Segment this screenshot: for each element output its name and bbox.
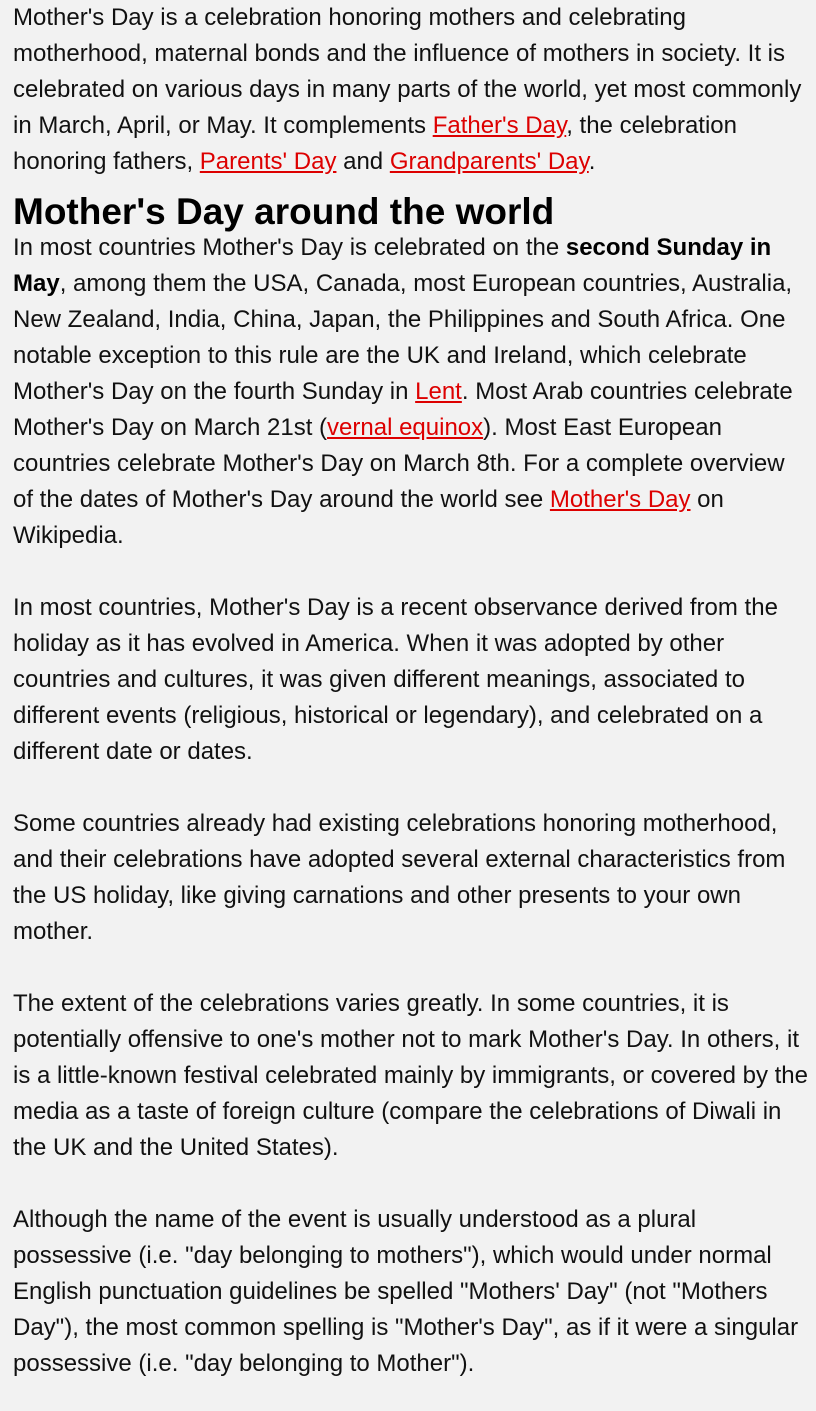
intro-text-3: and (336, 148, 390, 175)
grandparents-day-link[interactable]: Grandparents' Day (389, 148, 589, 175)
spelling-paragraph: Although the name of the event is usually understood as a plural possessive (i.e. "day belonging to mothers"), which would under normal English punctuation guidelines be spelled "Mothers' Day" (not "Mothers Day"), the most common spelling is "Mother's Day", as if it were a singular possessive (i.e. "day belonging to Mother"). (13, 1206, 799, 1377)
lent-link[interactable]: Lent (415, 378, 462, 405)
parents-day-link[interactable]: Parents' Day (199, 148, 337, 175)
dates-text-2: , among them the USA, Canada, most European countries, Australia, New Zealand, India, China, Japan, the Philippines and South Africa. One notable exception to this rule are the UK and Ireland, which celebrate Mother's Day on the fourth Sunday in (13, 270, 793, 405)
vernal-equinox-link[interactable]: vernal equinox (327, 414, 484, 441)
dates-text-4: ). Most East European countries celebrate Mother's Day on March 8th. For a complete overview of the dates of Mother's Day around the world see (13, 414, 785, 513)
second-sunday-emphasis: second Sunday in May (13, 234, 772, 297)
existing-celebrations-paragraph: Some countries already had existing celebrations honoring motherhood, and their celebrations have adopted several external characteristics from the US holiday, like giving carnations and other presents to your own mother. (13, 810, 786, 945)
dates-text-3: . Most Arab countries celebrate Mother's Day on March 21st ( (13, 378, 793, 441)
adoption-paragraph: In most countries, Mother's Day is a recent observance derived from the holiday as it has evolved in America. When it was adopted by other countries and cultures, it was given different meanings, associated to different events (religious, historical or legendary), and celebrated on a different date or dates. (13, 594, 778, 765)
intro-text-4: . (588, 148, 596, 175)
dates-text-1: In most countries Mother's Day is celebrated on the (13, 234, 566, 261)
section-heading: Mother's Day around the world (13, 191, 555, 232)
celebration-extent-paragraph: The extent of the celebrations varies greatly. In some countries, it is potentially offensive to one's mother not to mark Mother's Day. In others, it is a little-known festival celebrated mainly by immigrants, or covered by the media as a taste of foreign culture (compare the celebrations of Diwali in the UK and the United States). (13, 990, 808, 1161)
intro-text-1: Mother's Day is a celebration honoring mothers and celebrating motherhood, maternal bonds and the influence of mothers in society. It is celebrated on various days in many parts of the world, yet most commonly in March, April, or May. It complements (13, 4, 802, 139)
intro-text-2: , the celebration honoring fathers, (13, 112, 737, 175)
dates-text-5: on Wikipedia. (13, 486, 724, 549)
fathers-day-link[interactable]: Father's Day (432, 112, 567, 139)
mothers-day-wikipedia-link[interactable]: Mother's Day (549, 486, 691, 513)
dates-paragraph (13, 230, 810, 554)
intro-paragraph (13, 0, 810, 180)
